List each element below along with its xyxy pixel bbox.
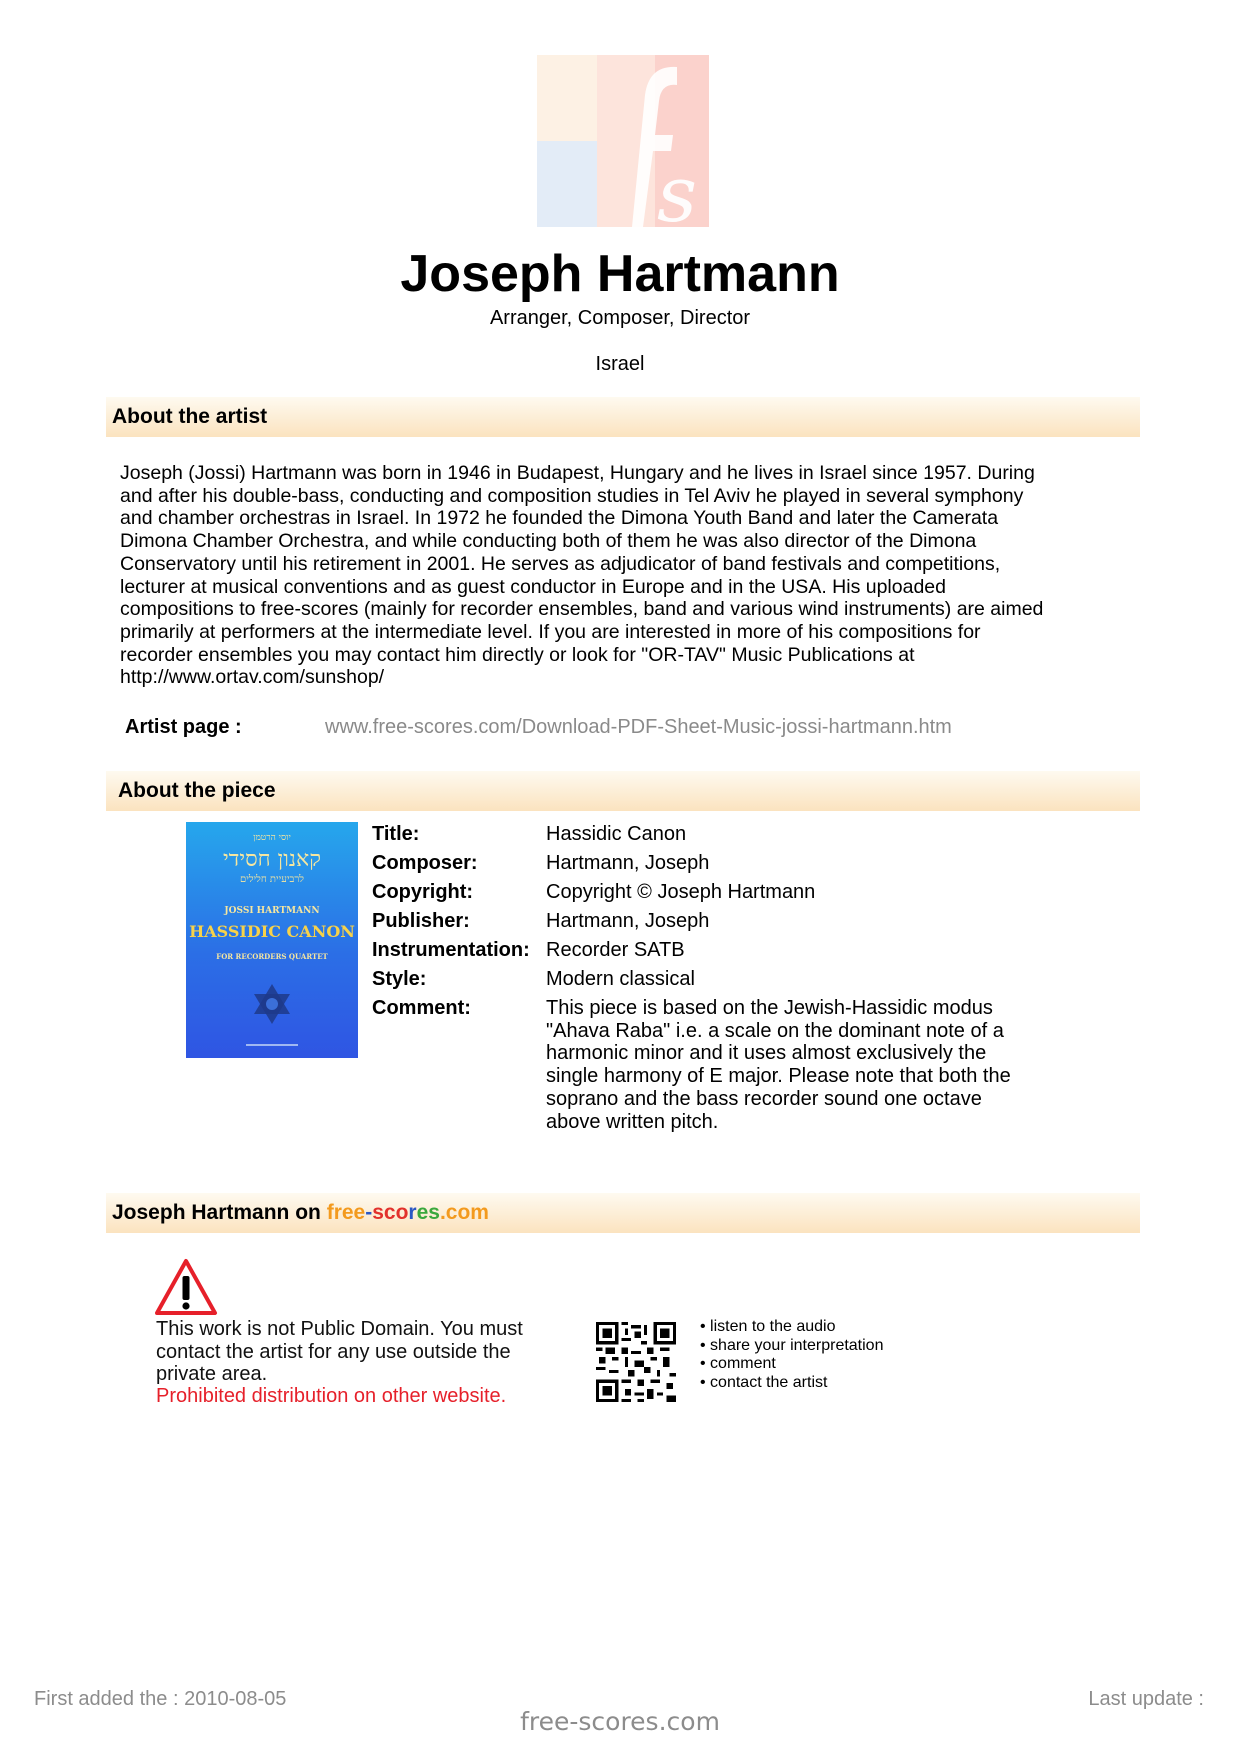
detail-value-comment <box>546 997 1046 1133</box>
bio-line: and chamber orchestras in Israel. In 1972 he founded the Dimona Youth Band and later the Camerata <box>120 507 999 530</box>
cover-hebrew-title: קאנון חסידי <box>222 847 321 872</box>
feature-comment: • comment <box>700 1355 776 1372</box>
about-artist-heading: About the artist <box>106 397 1140 437</box>
bio-line: compositions to free-scores (mainly for recorder ensembles, band and various wind instruments) are aimed <box>120 598 1044 621</box>
comment-line: This piece is based on the Jewish-Hassidic modus <box>546 997 993 1019</box>
free-scores-heading <box>106 1193 1140 1233</box>
feature-share: • share your interpretation <box>700 1336 884 1354</box>
detail-value-publisher: Hartmann, Joseph <box>546 910 710 932</box>
comment-line: soprano and the bass recorder sound one octave <box>546 1087 982 1110</box>
cover-hebrew-subtitle: לרביעיית חלילים <box>240 874 304 885</box>
brand-part: .com <box>439 1201 489 1224</box>
artist-name: Joseph Hartmann <box>400 245 840 303</box>
detail-value-instrumentation: Recorder SATB <box>546 939 685 961</box>
last-update-date: Last update : <box>1088 1688 1204 1710</box>
comment-line: single harmony of E major. Please note that both the <box>546 1065 1011 1088</box>
cover-title: HASSIDIC CANON <box>189 922 355 941</box>
copyright-notice <box>156 1318 566 1386</box>
detail-value-copyright: Copyright © Joseph Hartmann <box>546 881 816 903</box>
artist-country: Israel <box>595 353 645 375</box>
about-piece-heading: About the piece <box>106 771 1140 811</box>
bio-line: Conservatory until his retirement in 2001. He serves as adjudicator of band festivals and competitions, <box>120 552 1001 575</box>
cover-divider <box>246 1044 298 1046</box>
detail-label-comment: Comment: <box>372 997 471 1019</box>
first-added-date: First added the : 2010-08-05 <box>34 1688 287 1710</box>
detail-label-publisher: Publisher: <box>372 910 470 932</box>
cover-subtitle: FOR RECORDERS QUARTET <box>216 952 328 961</box>
brand-part: - <box>365 1201 373 1224</box>
svg-text:s: s <box>657 150 698 227</box>
warning-icon <box>154 1258 218 1316</box>
feature-listen: • listen to the audio <box>700 1318 836 1335</box>
brand-part: es <box>416 1201 440 1224</box>
detail-value-composer: Hartmann, Joseph <box>546 852 710 874</box>
prohibited-notice: Prohibited distribution on other website. <box>156 1385 507 1407</box>
brand-part: sco <box>372 1201 409 1224</box>
bio-line: Dimona Chamber Orchestra, and while conducting both of them he was also director of the Dimona <box>120 530 977 553</box>
feature-list <box>700 1318 883 1392</box>
qr-code-icon[interactable] <box>596 1322 676 1402</box>
artist-page-label: Artist page : <box>125 716 242 738</box>
feature-contact: • contact the artist <box>700 1373 828 1391</box>
artist-bio <box>120 462 1120 689</box>
free-scores-brand[interactable] <box>327 1201 489 1224</box>
bio-line: recorder ensembles you may contact him directly or look for "OR-TAV" Music Publications at <box>120 643 915 666</box>
bio-line: Joseph (Jossi) Hartmann was born in 1946 in Budapest, Hungary and he lives in Israel since 1957. During <box>120 462 1035 484</box>
bio-link[interactable]: http://www.ortav.com/sunshop/ <box>120 666 385 689</box>
detail-value-title: Hassidic Canon <box>546 823 687 845</box>
notice-line: contact the artist for any use outside the <box>156 1340 511 1363</box>
bio-line: primarily at performers at the intermediate level. If you are interested in more of his compositions for <box>120 620 981 643</box>
footer-brand[interactable]: free-scores.com <box>520 1707 720 1736</box>
comment-line: harmonic minor and it uses almost exclusively the <box>546 1042 987 1065</box>
bio-line: and after his double-bass, conducting and composition studies in Tel Aviv he played in several symphony <box>120 484 1024 507</box>
comment-line: above written pitch. <box>546 1110 719 1133</box>
brand-part: r <box>408 1201 417 1224</box>
notice-line: private area. <box>156 1363 268 1385</box>
star-of-david-icon <box>252 982 292 1026</box>
detail-value-style: Modern classical <box>546 968 695 990</box>
detail-label-style: Style: <box>372 968 427 990</box>
artist-page-link[interactable]: www.free-scores.com/Download-PDF-Sheet-Music-jossi-hartmann.htm <box>325 716 952 738</box>
bio-line: lecturer at musical conventions and as guest conductor in Europe and in the USA. His uploaded <box>120 575 946 598</box>
detail-label-instrumentation: Instrumentation: <box>372 939 530 961</box>
cover-author: JOSSI HARTMANN <box>224 906 320 916</box>
brand-part: free <box>326 1201 366 1224</box>
artist-roles: Arranger, Composer, Director <box>489 307 751 329</box>
detail-label-composer: Composer: <box>372 852 478 874</box>
detail-label-copyright: Copyright: <box>372 881 474 903</box>
notice-line: This work is not Public Domain. You must <box>156 1318 523 1340</box>
detail-label-title: Title: <box>372 823 420 845</box>
free-scores-logo <box>537 55 709 227</box>
comment-line: "Ahava Raba" i.e. a scale on the dominant note of a <box>546 1019 1004 1042</box>
score-cover-image <box>186 822 358 1058</box>
free-scores-heading-prefix: Joseph Hartmann on <box>112 1201 327 1224</box>
cover-hebrew-author: יוסי הרטמן <box>253 833 291 843</box>
